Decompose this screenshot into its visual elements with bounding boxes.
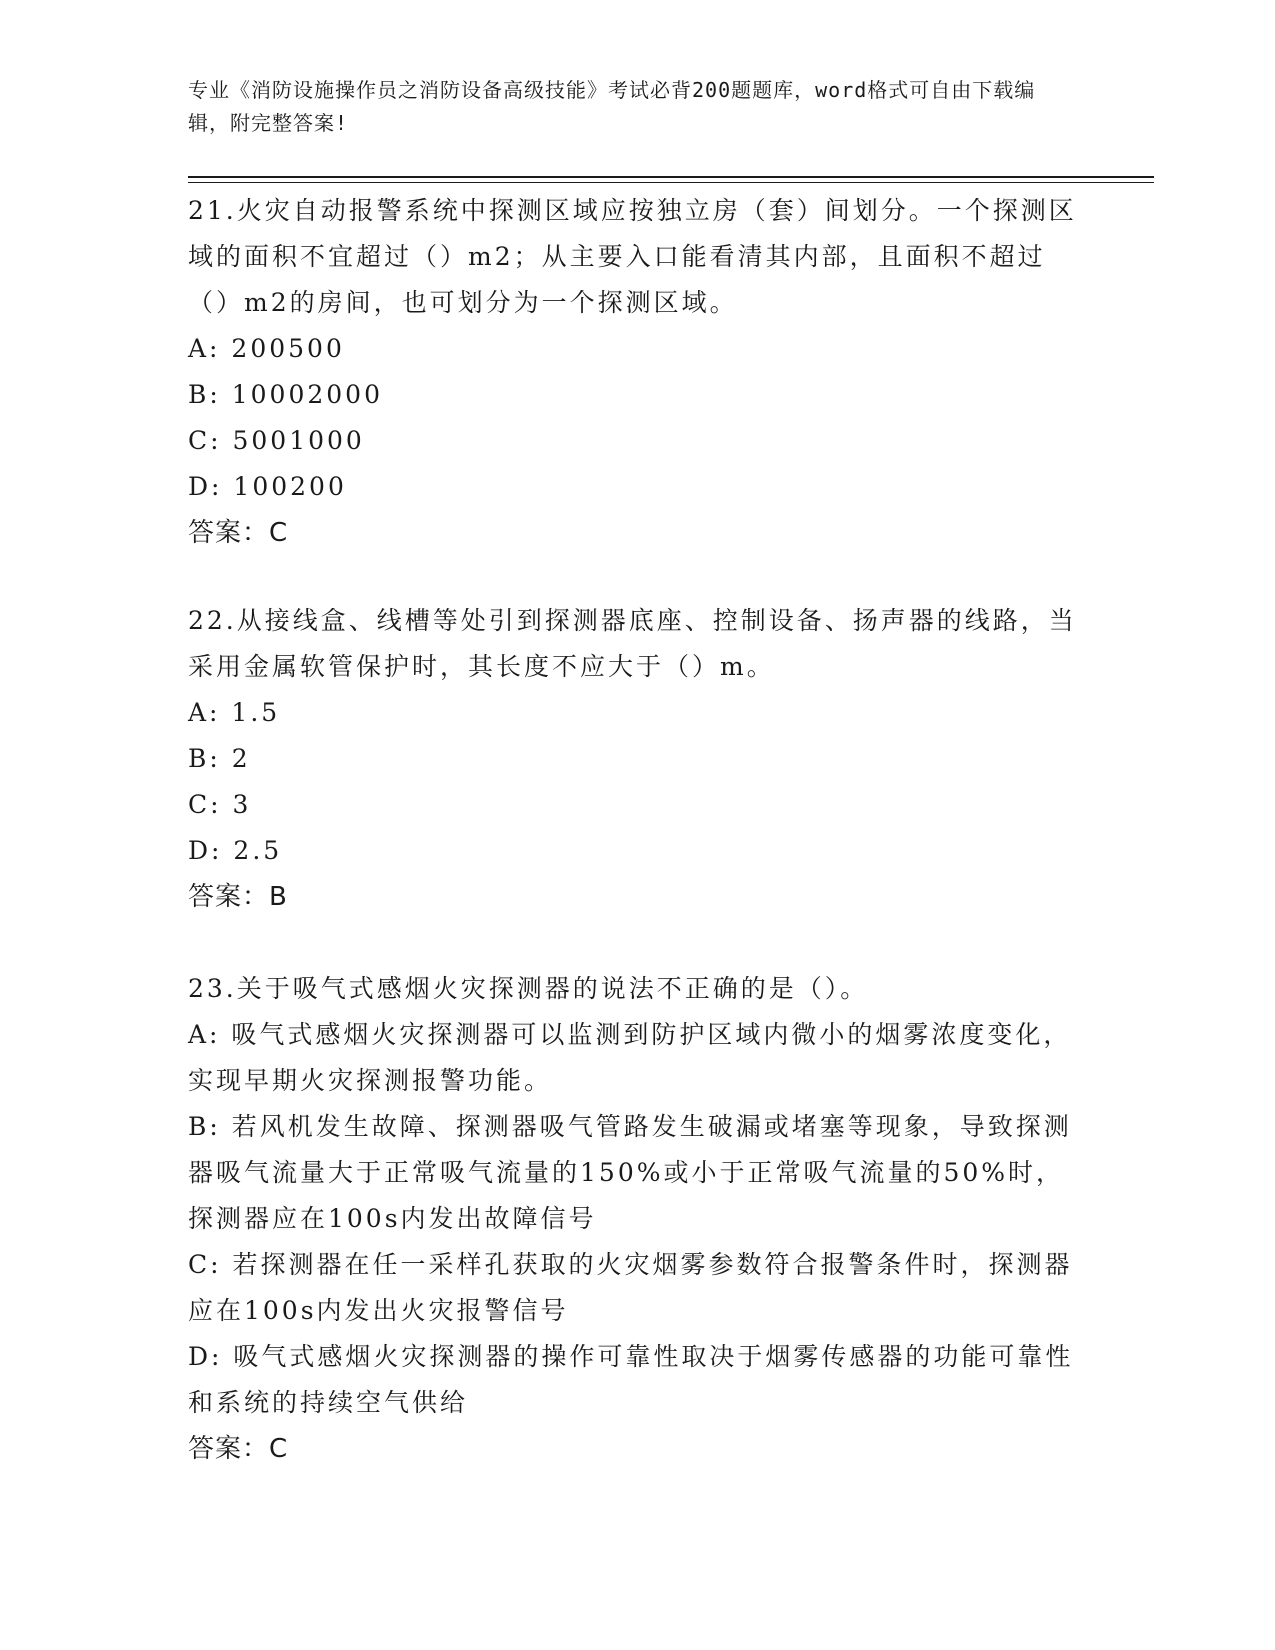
header-divider-thin xyxy=(188,182,1154,183)
question-stem: 23.关于吸气式感烟火灾探测器的说法不正确的是（）。 xyxy=(188,974,869,1003)
option-c: C: 3 xyxy=(188,790,252,819)
answer-line: 答案：C xyxy=(188,1434,289,1464)
option-d: D: 100200 xyxy=(188,472,347,501)
option-d: D: 吸气式感烟火灾探测器的操作可靠性取决于烟雾传感器的功能可靠性和系统的持续空气供给 xyxy=(188,1342,1074,1417)
header-divider-thick xyxy=(188,176,1154,178)
option-b: B: 10002000 xyxy=(188,380,383,409)
document-intro: 专业《消防设施操作员之消防设备高级技能》考试必背200题题库，word格式可自由下载编辑，附完整答案! xyxy=(188,78,1036,135)
option-b: B: 2 xyxy=(188,744,251,773)
option-b: B: 若风机发生故障、探测器吸气管路发生破漏或堵塞等现象，导致探测器吸气流量大于正常吸气流量的150%或小于正常吸气流量的50%时，探测器应在100s内发出故障信号 xyxy=(188,1112,1072,1233)
question-21 xyxy=(188,188,1088,556)
option-a: A: 吸气式感烟火灾探测器可以监测到防护区域内微小的烟雾浓度变化，实现早期火灾探测报警功能。 xyxy=(188,1020,1072,1095)
answer-line: 答案：C xyxy=(188,518,289,548)
option-c: C: 若探测器在任一采样孔获取的火灾烟雾参数符合报警条件时，探测器应在100s内发出火灾报警信号 xyxy=(188,1250,1073,1325)
question-stem: 22.从接线盒、线槽等处引到探测器底座、控制设备、扬声器的线路，当采用金属软管保护时，其长度不应大于（）m。 xyxy=(188,606,1077,681)
option-c: C: 5001000 xyxy=(188,426,365,455)
option-a: A: 1.5 xyxy=(188,698,281,727)
option-d: D: 2.5 xyxy=(188,836,283,865)
option-a: A: 200500 xyxy=(188,334,345,363)
question-23 xyxy=(188,966,1088,1472)
question-22 xyxy=(188,598,1088,920)
question-stem: 21.火灾自动报警系统中探测区域应按独立房（套）间划分。一个探测区域的面积不宜超过（）m2；从主要入口能看清其内部，且面积不超过（）m2的房间，也可划分为一个探测区域。 xyxy=(188,196,1077,317)
answer-line: 答案：B xyxy=(188,882,288,912)
